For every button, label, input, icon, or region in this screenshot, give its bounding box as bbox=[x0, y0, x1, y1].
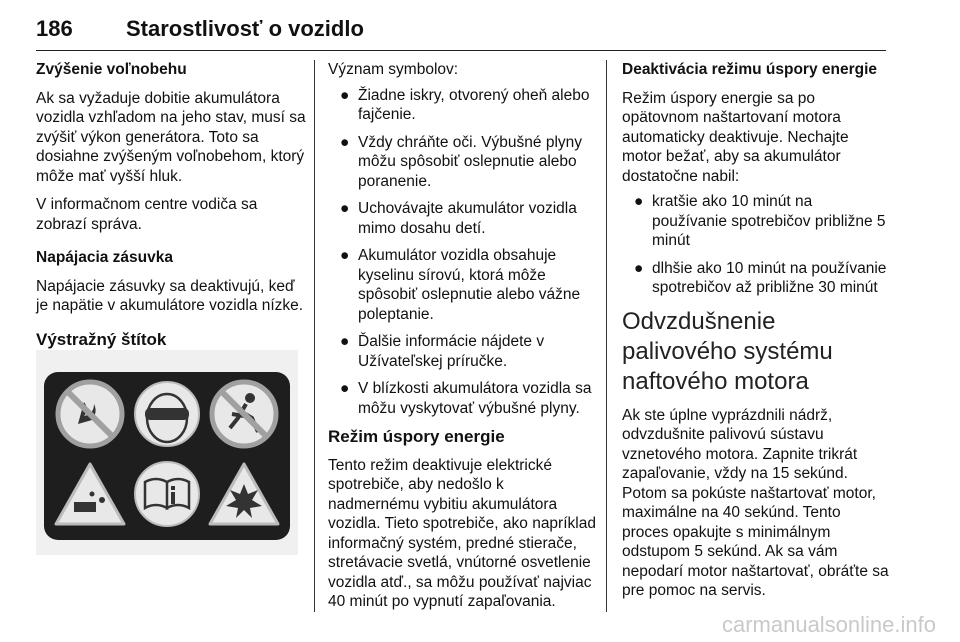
column-2 bbox=[328, 60, 596, 621]
column-divider-1 bbox=[314, 60, 315, 612]
list-item: ● Ďalšie informácie nájdete v Užívateľskej príručke. bbox=[340, 333, 545, 370]
watermark: carmanualsonline.info bbox=[721, 612, 936, 637]
list-item: ● Vždy chráňte oči. Výbušné plyny môžu spôsobiť oslepnutie alebo poranenie. bbox=[340, 133, 583, 190]
eye-protection-icon bbox=[135, 382, 199, 446]
bullet-icon: ● bbox=[340, 133, 350, 151]
column-divider-2 bbox=[606, 60, 607, 612]
list-item: ● kratšie ako 10 minút na používanie spotrebičov približne 5 minút bbox=[634, 193, 886, 249]
bullet-icon: ● bbox=[340, 200, 350, 217]
bullet-icon: ● bbox=[634, 193, 644, 210]
symbols-intro: Význam symbolov: bbox=[328, 61, 459, 78]
page-number: 186 bbox=[36, 16, 73, 41]
list-item: ● Žiadne iskry, otvorený oheň alebo fajčenie. bbox=[340, 86, 590, 123]
charging-list bbox=[622, 192, 890, 298]
bullet-icon: ● bbox=[340, 247, 350, 264]
paragraph-voltage: Ak sa vyžaduje dobitie akumulátora vozidla vzhľadom na jeho stav, musí sa zvýšiť výkon generátora. Toto sa dosiahne zvýšeným voľnobehom, ktorý môže mať vyšší hluk. bbox=[36, 89, 306, 185]
read-manual-icon bbox=[135, 462, 199, 526]
symbols-list bbox=[328, 86, 596, 419]
keep-children-away-icon bbox=[212, 382, 276, 446]
paragraph-fuel-bleeding: Ak ste úplne vyprázdnili nádrž, odvzdušnite palivovú sústavu vznetového motora. Zapnite trikrát zapaľovanie, vždy na 15 sekúnd. Potom sa pokúste naštartovať motor, maximálne na 40 sekúnd. Tento proces opakujte s minimálnym odstupom 5 sekúnd. Ak sa vám nepodarí motor naštartovať, obráťte sa pre pomoc na servis. bbox=[622, 406, 889, 599]
battery-warning-label bbox=[36, 350, 298, 555]
no-fire-icon bbox=[58, 382, 122, 446]
paragraph-message: V informačnom centre vodiča sa zobrazí správa. bbox=[36, 196, 258, 233]
heading-fuel-bleeding: Odvzdušnenie palivového systému naftového motora bbox=[622, 307, 833, 395]
heading-socket: Napájacia zásuvka bbox=[36, 249, 174, 266]
corrosive-warning-icon bbox=[56, 464, 124, 524]
heading-eco-deactivation: Deaktivácia režimu úspory energie bbox=[622, 61, 878, 78]
paragraph-socket: Napájacie zásuvky sa deaktivujú, keď je napätie v akumulátore vozidla nízke. bbox=[36, 277, 304, 314]
bullet-icon: ● bbox=[340, 333, 350, 350]
warning-label-panel bbox=[44, 372, 290, 540]
paragraph-eco-mode: Tento režim deaktivuje elektrické spotrebiče, aby nedošlo k nadmernému vybitiu akumulátora vozidla. Tieto spotrebiče, ako napríklad informačný systém, predné stierače, stretávacie svetlá, vnútorné osvetlenie vozidla atď., sa môžu používať najviac 40 minút po vypnutí zapaľovania. bbox=[328, 456, 596, 610]
list-item: ● V blízkosti akumulátora vozidla sa môžu vyskytovať výbušné plyny. bbox=[340, 380, 592, 417]
warning-symbols-graphic bbox=[44, 372, 290, 540]
heading-eco-mode: Režim úspory energie bbox=[328, 427, 505, 446]
heading-voltage: Zvýšenie voľnobehu bbox=[36, 61, 187, 78]
list-item: ● Uchovávajte akumulátor vozidla mimo dosahu detí. bbox=[340, 200, 577, 237]
list-item: ● dlhšie ako 10 minút na používanie spotrebičov až približne 30 minút bbox=[634, 259, 887, 296]
page-title: Starostlivosť o vozidlo bbox=[126, 16, 364, 41]
list-item: ● Akumulátor vozidla obsahuje kyselinu sírovú, ktorá môže spôsobiť oslepnutie alebo vážne poleptanie. bbox=[340, 247, 581, 323]
heading-warning-label: Výstražný štítok bbox=[36, 329, 167, 349]
column-1 bbox=[36, 60, 306, 358]
explosive-gas-icon bbox=[210, 464, 278, 524]
column-3 bbox=[622, 60, 890, 610]
paragraph-eco-deactivation: Režim úspory energie sa po opätovnom naštartovaní motora automaticky deaktivuje. Nechajte motor bežať, aby sa akumulátor dostatočne nabil: bbox=[622, 89, 849, 185]
bullet-icon: ● bbox=[340, 380, 350, 397]
page-header bbox=[36, 12, 886, 51]
bullet-icon: ● bbox=[634, 259, 644, 277]
bullet-icon: ● bbox=[340, 86, 350, 104]
